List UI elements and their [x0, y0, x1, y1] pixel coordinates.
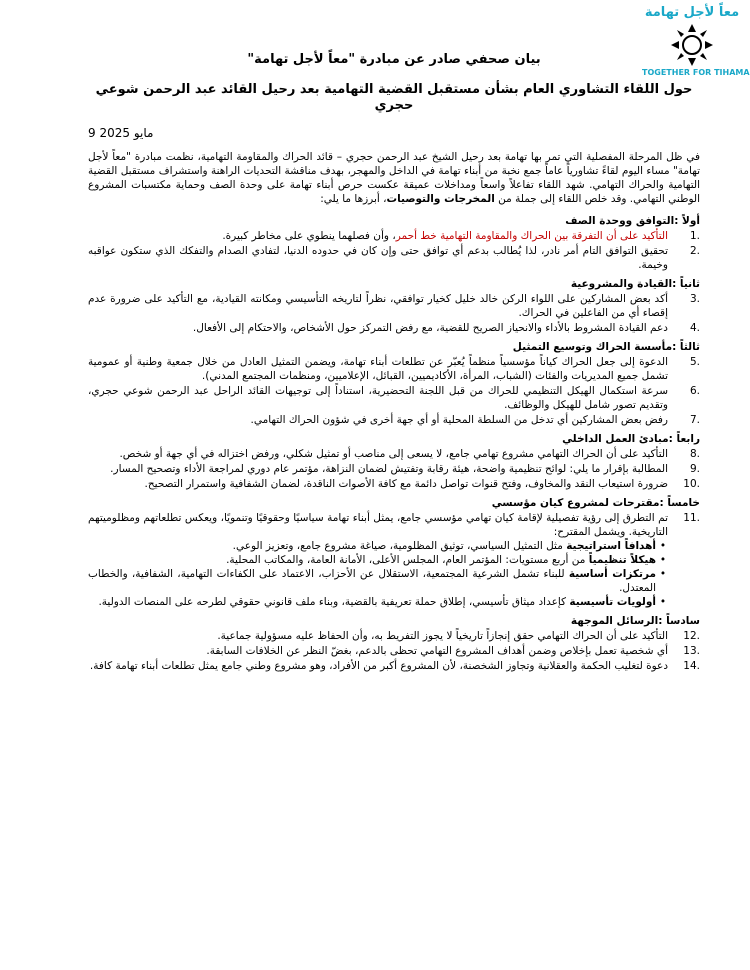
list-item [88, 462, 700, 476]
section-heading-3: ثالثاً :مأسسة الحراك وتوسيع التمثيل [512, 341, 700, 353]
item-number: 9. [689, 463, 700, 475]
list-item [88, 659, 700, 673]
intro-end: ، أبرزها ما يلي: [320, 193, 387, 205]
list-item [88, 447, 700, 461]
item-number: 12. [683, 630, 700, 642]
list-item [88, 292, 700, 320]
item-text: أكد بعض المشاركين على اللواء الركن خالد خليل كخيار توافقي، نظراً لتاريخه التأسيسي ومكانته القيادية، مع التأكيد على ضرورة عدم إقصاء أي من الفاعلين في الحراك. [88, 293, 668, 319]
list-item [88, 511, 700, 539]
item-number: 2. [689, 245, 700, 257]
bullet-bold: أهدافاً استراتيجية [566, 540, 656, 552]
section-heading-2: ثانياً :القيادة والمشروعية [570, 278, 700, 290]
item-text: دعوة لتغليب الحكمة والعقلانية وتجاوز الشخصنة، لأن المشروع أكبر من الأفراد، وهو مشروع وطني جامع يمثل تطلعات أبناء تهامة كافة. [89, 660, 668, 672]
item-number: 14. [683, 660, 700, 672]
section-heading-4: رابعاً :مبادئ العمل الداخلي [562, 433, 700, 445]
bullet-icon: • [659, 540, 667, 552]
bullet-bold: هيكلاً تنظيمياً [588, 554, 656, 566]
item-number: 11. [683, 512, 700, 524]
list-item [88, 644, 700, 658]
bullet-text: كإعداد ميثاق تأسيسي، إطلاق حملة تعريفية بالقضية، وبناء ملف قانوني حقوقي لطرحه على المنصات الدولية. [98, 596, 570, 608]
bullet-icon: • [659, 554, 667, 566]
item-text: التأكيد على أن الحراك التهامي مشروع تهامي جامع، لا يسعى إلى مناصب أو تمثيل شكلي، ورفض اختزاله في أي جهة أو شخص. [119, 448, 668, 460]
bullet-item [88, 595, 670, 609]
intro-text: في ظل المرحلة المفصلية التي تمر بها تهامة بعد رحيل الشيخ عبد الرحمن حجري – قائد الحراك والمقاومة التهامية، نظمت مبادرة "معاً لأجل تهامة" مساء اليوم لقاءً تشاورياً عاماً جمع نخبة من أبناء تهامة في الداخل والمهجر، بهدف مناقشة التحديات الراهنة واستشراف مستقبل القضية التهامية والحراك التهامي. شهد اللقاء تفاعلاً واسعاً ومداخلات عميقة عكست حرص أبناء تهامة على وحدة الصف وحماية مكتسبات المشروع الوطني التهامي. وقد خلص اللقاء إلى جملة من [88, 151, 700, 205]
bullet-item [88, 567, 670, 595]
item-number: 1. [689, 230, 700, 242]
item-number: 4. [689, 322, 700, 334]
list-item [88, 355, 700, 383]
section-heading-5: خامساً :مقترحات لمشروع كيان مؤسسي [491, 497, 700, 509]
item-text: التأكيد على أن الحراك التهامي حقق إنجازاً تاريخياً لا يجوز التفريط به، وأن الحفاظ عليه مسؤولية جماعية. [217, 630, 668, 642]
bullet-icon: • [659, 596, 667, 608]
item-text: الدعوة إلى جعل الحراك كياناً مؤسسياً منظماً يُعبّر عن تطلعات أبناء تهامة، ويضمن التمثيل العادل من خلال جمعية وطنية أو عمومية تشمل جميع المديريات والفئات (الشباب، المرأة، الأكاديميين، القبائل، الإعلاميين، ومنظمات المجتمع المدني). [88, 356, 668, 382]
item-text: ، وأن فصلهما ينطوي على مخاطر كبيرة. [222, 230, 396, 242]
highlight-text: التأكيد على أن التفرقة بين الحراك والمقاومة التهامية خط أحمر [395, 230, 668, 242]
document-date: 9 مايو 2025 [88, 126, 154, 140]
item-number: 5. [689, 356, 700, 368]
bullet-bold: أولويات تأسيسية [569, 596, 656, 608]
bullet-bold: مرتكزات أساسية [568, 568, 656, 580]
item-text: سرعة استكمال الهيكل التنظيمي للحراك من قبل اللجنة التحضيرية، استناداً إلى توجيهات القائد الراحل عبد الرحمن شوعي حجري، وتقديم تصور شامل للهيكل والوظائف. [88, 385, 668, 411]
list-item [88, 229, 700, 243]
item-number: 8. [689, 448, 700, 460]
section-heading-6: سادساً :الرسائل الموجهة [570, 615, 700, 627]
logo-title: معاً لأجل تهامة [644, 5, 740, 20]
bullet-icon: • [659, 568, 667, 580]
bullet-text: من أربع مستويات: المؤتمر العام، المجلس الأعلى، الأمانة العامة، والمكاتب المحلية. [226, 554, 589, 566]
logo-subtitle: TOGETHER FOR TIHAMA [642, 68, 750, 77]
list-item [88, 244, 700, 272]
list-item [88, 413, 700, 427]
item-text: تحقيق التوافق التام أمر نادر، لذا يُطالب بدعم أي توافق حتى وإن كان في حدوده الدنيا، لتفادي الصدام والتفكك الذي ستكون عواقبه وخيمة. [88, 245, 668, 271]
item-number: 13. [683, 645, 700, 657]
item-text: أي شخصية تعمل بإخلاص وضمن أهداف المشروع التهامي تحظى بالدعم، بغضّ النظر عن الخلافات السابقة. [206, 645, 668, 657]
list-item [88, 321, 700, 335]
section-heading-1: أولاً :التوافق ووحدة الصف [565, 215, 700, 227]
intro-bold: المخرجات والتوصيات [386, 193, 495, 205]
document-subtitle: حول اللقاء التشاوري العام بشأن مستقبل القضية التهامية بعد رحيل القائد عبد الرحمن شوعي حجري [95, 82, 693, 113]
item-text: المطالبة بإقرار ما يلي: لوائح تنظيمية واضحة، هيئة رقابة وتفتيش لضمان النزاهة، مؤتمر عام دوري لمراجعة الأداء وتصحيح المسار. [110, 463, 668, 475]
bullet-item [88, 553, 670, 567]
item-number: 10. [683, 478, 700, 490]
intro-paragraph [88, 150, 700, 206]
document-title: بيان صحفي صادر عن مبادرة "معاً لأجل تهامة" [247, 52, 541, 67]
bullet-text: للبناء تشمل الشرعية المجتمعية، الاستقلال عن الأحزاب، الاعتماد على الكفاءات التهامية، الشفافية، والخطاب المعتدل. [88, 568, 656, 594]
list-item [88, 384, 700, 412]
item-text: تم التطرق إلى رؤية تفصيلية لإقامة كيان تهامي مؤسسي جامع، يمثل أبناء تهامة سياسيًا وحقوقيًا وتنمويًا، ويعكس تطلعاتهم ومظلوميتهم التاريخية. ويشمل المقترح: [88, 512, 668, 538]
list-item [88, 477, 700, 491]
item-text: ضرورة استيعاب النقد والمخاوف، وفتح قنوات تواصل دائمة مع كافة الأصوات الناقدة، لضمان الشفافية واستمرار التصحيح. [144, 478, 668, 490]
list-item [88, 629, 700, 643]
item-number: 7. [689, 414, 700, 426]
bullet-text: مثل التمثيل السياسي، توثيق المظلومية، صياغة مشروع جامع، وتعزيز الوعي. [232, 540, 567, 552]
item-number: 6. [689, 385, 700, 397]
item-number: 3. [689, 293, 700, 305]
item-text: دعم القيادة المشروط بالأداء والانحياز الصريح للقضية، مع رفض التمركز حول الأشخاص، والاحتكام إلى الأفعال. [192, 322, 668, 334]
item-text: رفض بعض المشاركين أي تدخل من السلطة المحلية أو أي جهة أخرى في شؤون الحراك التهامي. [250, 414, 668, 426]
bullet-item [88, 539, 670, 553]
press-release [88, 52, 700, 673]
